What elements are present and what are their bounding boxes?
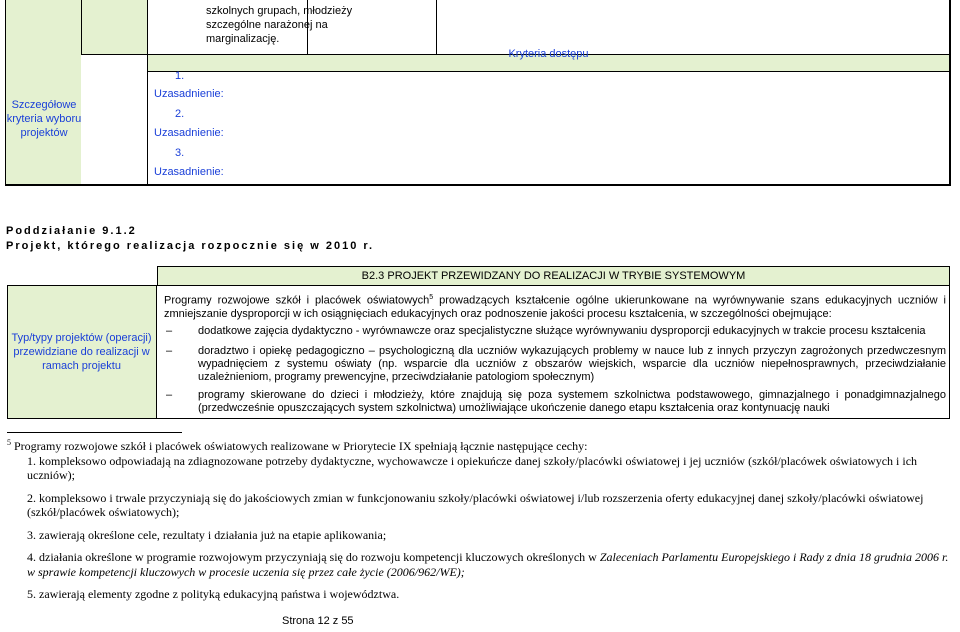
bullet-2-mark: – — [166, 345, 173, 357]
bullet-3-text: programy skierowane do dzieci i młodzieży, które znajdują się poza systemem szkolnictwa podstawowego, gimnazjalnego i ponadgimnazjalnego (przedwcześnie opuszczających system szkolnictwa) umożliwiające ukończenie danego etapu kształcenia oraz kontynuację nauki — [198, 389, 946, 414]
project-intro — [164, 291, 946, 321]
green-cell-2 — [81, 0, 147, 54]
criteria-label: Szczegółowe kryteria wyboru projektów — [6, 99, 82, 139]
footnote-item-2: 2. kompleksowo i trwale przyczyniają się do jakościowych zmian w funkcjonowaniu szkoły/placówki oświatowej i/lub rozszerzenia oferty edukacyjnej danej szkoły/placówki oświatowej (szkół/placówek oświatowych); — [27, 490, 924, 519]
bullet-3-mark: – — [166, 389, 173, 401]
project-intro-a: Programy rozwojowe szkół i placówek oświatowych — [164, 294, 430, 307]
footnote-intro — [7, 436, 953, 454]
criteria-item-3-justification: Uzasadnienie: — [154, 166, 224, 178]
project-intro-b: prowadzących kształcenie ogólne ukierunkowane na wyrównywanie szans edukacyjnych uczniów i zmniejszanie dysproporcji w ich osiągnięciach edukacyjnych oraz podnoszenie jakości procesu kształcenia, w szczególności obejmujące: — [164, 294, 946, 320]
criteria-header: Kryteria dostępu — [508, 48, 589, 60]
project-title-text: B2.3 PROJEKT PRZEWIDZANY DO REALIZACJI W TRYBIE SYSTEMOWYM — [361, 269, 746, 282]
bullet-1-mark: – — [166, 325, 173, 337]
footnote-item-4-citation: Zaleceniach Parlamentu Europejskiego i Rady z dnia 18 grudnia 2006 r. w sprawie kompetencji kluczowych w procesie uczenia się przez całe życie (2006/962/WE); — [27, 550, 949, 579]
footnote — [7, 436, 953, 602]
footnote-item-4-text: 4. działania określone w programie rozwojowym przyczyniają się do rozwoju kompetencji kluczowych określonych w — [27, 550, 600, 564]
continuation-text: szkolnych grupach, młodzieży szczególne narażonej na marginalizację. — [206, 5, 353, 45]
project-left-label — [7, 285, 156, 418]
subsection-line-2: Projekt, którego realizacja rozpocznie się w 2010 r. — [6, 240, 375, 252]
footnote-item-1: 1. kompleksowo odpowiadają na zdiagnozowane potrzeby dydaktyczne, wychowawcze i opiekuńcze danej szkoły/placówki oświatowej i jej uczniów (szkół/placówek oświatowych i ich uczniów); — [27, 453, 918, 482]
green-cell-1 — [5, 0, 81, 184]
footnote-number: 5 — [7, 438, 11, 447]
footnote-intro-text: Programy rozwojowe szkół i placówek oświatowych realizowane w Priorytecie IX spełniają łącznie następujące cechy: — [11, 439, 588, 453]
project-left-label-text: Typ/typy projektów (operacji) przewidziane do realizacji w ramach projektu — [11, 331, 152, 372]
footnote-separator — [7, 432, 182, 433]
subsection-heading — [6, 224, 374, 254]
criteria-item-3-num: 3. — [175, 147, 185, 159]
footnote-item-5: 5. zawierają elementy zgodne z polityką edukacyjną państwa i województwa. — [27, 587, 400, 601]
footnote-item-4 — [7, 550, 953, 579]
project-title — [157, 266, 950, 285]
bullet-1-text: dodatkowe zajęcia dydaktyczno - wyrównawcze oraz specjalistyczne służące wyrównywaniu dysproporcji edukacyjnych w trakcie procesu kształcenia — [198, 325, 926, 337]
page-number: Strona 12 z 55 — [282, 615, 354, 627]
criteria-item-1-num: 1. — [175, 70, 185, 82]
criteria-item-1-justification: Uzasadnienie: — [154, 88, 224, 100]
subsection-line-1: Poddziałanie 9.1.2 — [6, 225, 137, 237]
criteria-item-2-num: 2. — [175, 108, 185, 120]
footnote-ref-5: 5 — [429, 294, 434, 301]
bullet-2-text: doradztwo i opiekę pedagogiczno – psychologiczną dla uczniów wykazujących problemy w nauce lub z innych przyczyn zagrożonych przedwczesnym wypadnięciem z systemu oświaty (np. wsparcie dla uczniów z obszarów wiejskich, wsparcie dla uczniów niepełnosprawnych, przeciwdziałanie uzależnieniom, programy prewencyjne, przeciwdziałanie patologiom społecznym) — [198, 345, 946, 383]
criteria-item-2-justification: Uzasadnienie: — [154, 127, 224, 139]
footnote-item-3: 3. zawierają określone cele, rezultaty i działania już na etapie aplikowania; — [27, 527, 387, 542]
